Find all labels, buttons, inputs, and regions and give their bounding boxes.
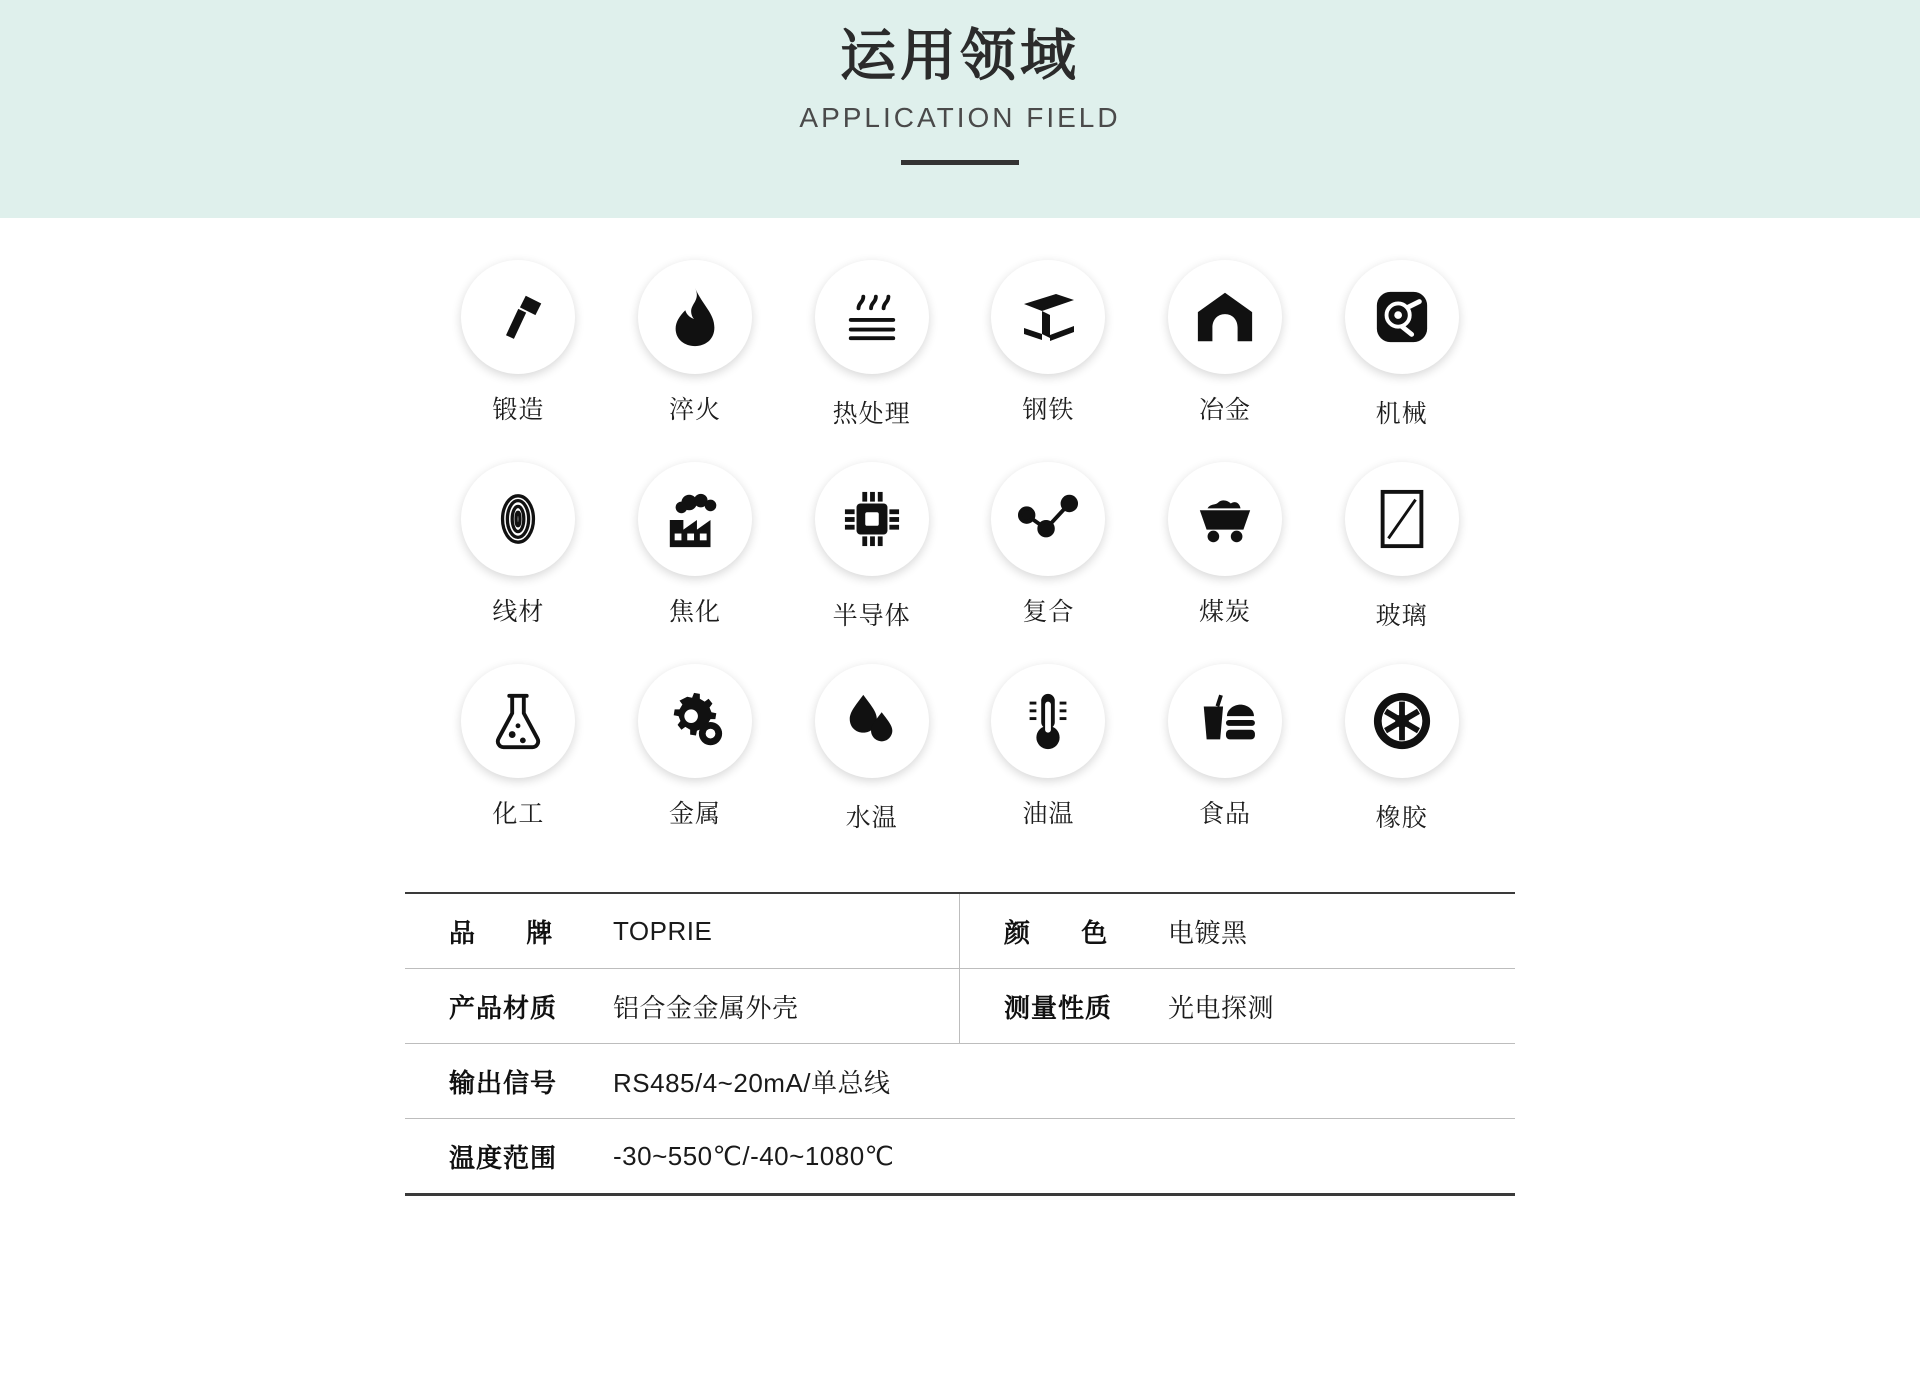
icon-bubble xyxy=(1168,664,1282,778)
icon-bubble xyxy=(991,462,1105,576)
spec-value: 铝合金金属外壳 xyxy=(613,992,799,1023)
icon-bubble xyxy=(461,260,575,374)
icon-bubble xyxy=(991,260,1105,374)
grid-item xyxy=(430,664,607,834)
page-title: 运用领域 xyxy=(840,24,1080,87)
spec-value: -30~550℃/-40~1080℃ xyxy=(613,1140,895,1171)
grid-item xyxy=(430,260,607,430)
grid-item-label: 线材 xyxy=(492,598,545,626)
spec-key: 测量性质 xyxy=(1004,992,1113,1023)
tire-icon xyxy=(1371,690,1433,752)
steel-beam-icon xyxy=(1016,288,1080,346)
spec-value: 光电探测 xyxy=(1168,992,1275,1023)
grid-item-label: 水温 xyxy=(845,804,898,832)
spec-key: 颜 色 xyxy=(1004,917,1130,948)
food-drink-icon xyxy=(1194,693,1256,749)
icon-bubble xyxy=(1345,462,1459,576)
grid-item xyxy=(607,260,784,430)
icon-bubble xyxy=(815,260,929,374)
spec-value: RS485/4~20mA/单总线 xyxy=(613,1067,891,1098)
grid-item-label: 金属 xyxy=(668,800,721,828)
grid-item-label: 橡胶 xyxy=(1375,804,1428,832)
icon-bubble xyxy=(815,462,929,576)
coal-cart-icon xyxy=(1194,492,1256,546)
grid-item-label: 焦化 xyxy=(668,598,721,626)
grid-item-label: 锻造 xyxy=(492,396,545,424)
grid-item xyxy=(1313,664,1490,834)
grid-item-label: 复合 xyxy=(1022,598,1075,626)
flame-icon xyxy=(667,286,723,348)
icon-bubble xyxy=(461,462,575,576)
grid-item-label: 煤炭 xyxy=(1198,598,1251,626)
grid-item-label: 化工 xyxy=(492,800,545,828)
water-drops-icon xyxy=(843,691,901,751)
furnace-house-icon xyxy=(1194,288,1256,346)
icon-bubble xyxy=(815,664,929,778)
flask-icon xyxy=(490,690,546,752)
grid-item xyxy=(783,260,960,430)
grid-item xyxy=(783,462,960,632)
spec-row xyxy=(405,894,1515,969)
spec-row xyxy=(405,1119,1515,1193)
grid-item-label: 钢铁 xyxy=(1022,396,1075,424)
grid-item-label: 淬火 xyxy=(668,396,721,424)
grid-item-label: 油温 xyxy=(1022,800,1075,828)
grid-item-label: 玻璃 xyxy=(1375,602,1428,630)
spec-value: 电镀黑 xyxy=(1168,917,1248,948)
icon-bubble xyxy=(991,664,1105,778)
spec-cell-brand xyxy=(405,894,960,968)
glass-pane-icon xyxy=(1376,488,1428,550)
grid-item xyxy=(960,260,1137,430)
gear-machine-icon xyxy=(1373,288,1431,346)
spec-row xyxy=(405,969,1515,1044)
grid-item xyxy=(1313,462,1490,632)
spec-key: 温度范围 xyxy=(449,1142,558,1173)
icon-bubble xyxy=(1168,462,1282,576)
grid-item xyxy=(430,462,607,632)
spec-value: TOPRIE xyxy=(613,915,713,946)
spec-key: 输出信号 xyxy=(449,1067,558,1098)
icon-bubble xyxy=(461,664,575,778)
icon-bubble xyxy=(1168,260,1282,374)
icon-bubble xyxy=(638,664,752,778)
factory-icon xyxy=(664,490,726,548)
hammer-icon xyxy=(487,286,549,348)
icon-bubble xyxy=(1345,260,1459,374)
grid-item-label: 食品 xyxy=(1198,800,1251,828)
icon-bubble xyxy=(1345,664,1459,778)
title-divider xyxy=(901,160,1019,165)
grid-item xyxy=(1137,462,1314,632)
gears-icon xyxy=(664,692,726,750)
heat-waves-icon xyxy=(841,289,903,345)
grid-item xyxy=(1313,260,1490,430)
grid-item xyxy=(783,664,960,834)
grid-item xyxy=(1137,260,1314,430)
spec-cell-color xyxy=(960,894,1515,968)
icon-bubble xyxy=(638,462,752,576)
spec-cell-material xyxy=(405,969,960,1043)
grid-item xyxy=(607,462,784,632)
spec-row xyxy=(405,1044,1515,1119)
spec-table xyxy=(405,892,1515,1196)
grid-item xyxy=(960,462,1137,632)
application-icon-grid xyxy=(430,260,1490,834)
grid-item xyxy=(960,664,1137,834)
thermometer-icon xyxy=(1025,690,1071,752)
banner xyxy=(0,0,1920,218)
spec-cell-output-signal xyxy=(405,1044,1515,1118)
grid-item xyxy=(607,664,784,834)
icon-bubble xyxy=(638,260,752,374)
spec-key: 产品材质 xyxy=(449,992,558,1023)
spec-cell-temperature-range xyxy=(405,1119,1515,1193)
spec-key: 品 牌 xyxy=(449,917,575,948)
grid-item-label: 半导体 xyxy=(832,602,911,630)
grid-item xyxy=(1137,664,1314,834)
wire-coil-icon xyxy=(489,490,547,548)
grid-item-label: 机械 xyxy=(1375,400,1428,428)
page-subtitle: APPLICATION FIELD xyxy=(799,102,1121,133)
chip-icon xyxy=(843,490,901,548)
grid-item-label: 热处理 xyxy=(832,400,911,428)
spec-cell-measurement xyxy=(960,969,1515,1043)
grid-item-label: 冶金 xyxy=(1198,396,1251,424)
composite-nodes-icon xyxy=(1017,493,1079,545)
